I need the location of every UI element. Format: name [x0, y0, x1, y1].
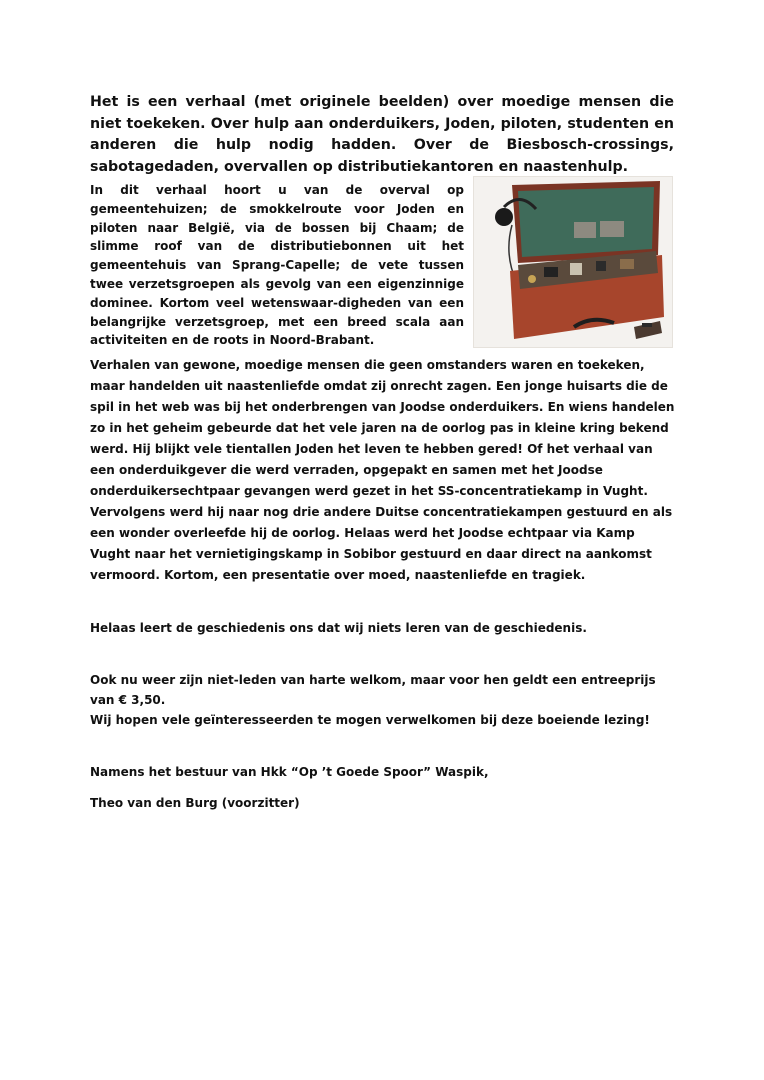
signoff-text: Namens het bestuur van Hkk “Op ’t Goede Spoor” Waspik, — [90, 765, 489, 779]
stories-paragraph: Verhalen van gewone, moedige mensen die geen omstanders waren en toekeken, maar handelden uit naastenliefde omdat zij onrecht zagen. Een jonge huisarts die de spil in het web was bij het onderbrengen van Joodse onderduikers. En wiens handelen zo in het geheim gebeurde dat het vele jaren na de oorlog pas in kleine kring bekend werd. Hij blijkt vele tientallen Joden het leven te hebben gered! Of het verhaal van een onderduikgever die werd verraden, opgepakt en samen met het Joodse onderduikersechtpaar gevangen werd gezet in het SS-concentratiekamp in Vught. Vervolgens werd hij naar nog drie andere Duitse concentratiekampen gestuurd en als een wonder overleefde hij de oorlog. Helaas werd het Joodse echtpaar via Kamp Vught naar het vernietigingskamp in Sobibor gestuurd en daar direct na aankomst vermoord. Kortom, een presentatie over moed, naastenliefde en tragiek. — [90, 358, 675, 582]
signature-text: Theo van den Burg (voorzitter) — [90, 796, 300, 810]
lesson-text: Helaas leert de geschiedenis ons dat wij niets leren van de geschiedenis. — [90, 621, 587, 635]
radio-story-paragraph: In dit verhaal hoort u van de overval op gemeentehuizen; de smokkelroute voor Joden en piloten naar België, via de bossen bij Chaam; de slimme roof van de distributiebonnen uit het gemeentehuis van Sprang-Capelle; de vete tussen twee verzetsgroepen als gevolg van een eigenzinnige dominee. Kortom veel wetenswaar-digheden van een belangrijke verzetsgroep, met een breed scala aan activiteiten en de roots in Noord-Brabant. — [90, 183, 464, 348]
intro-paragraph: Het is een verhaal (met originele beelden) over moedige mensen die niet toekeken. Over hulp aan onderduikers, Joden, piloten, studenten en anderen die hulp nodig hadden. Over de Biesbosch-crossings, sabotagedaden, overvallen op distributiekantoren en naastenhulp. — [90, 94, 674, 175]
welcome-text: Wij hopen vele geïnteresseerden te mogen verwelkomen bij deze boeiende lezing! — [90, 713, 650, 727]
radio-suitcase-illustration — [474, 177, 672, 347]
entrance-fee-text: Ook nu weer zijn niet-leden van harte welkom, maar voor hen geldt een entreeprijs van € 3,50. — [90, 673, 656, 707]
radio-suitcase-photo — [473, 176, 673, 348]
